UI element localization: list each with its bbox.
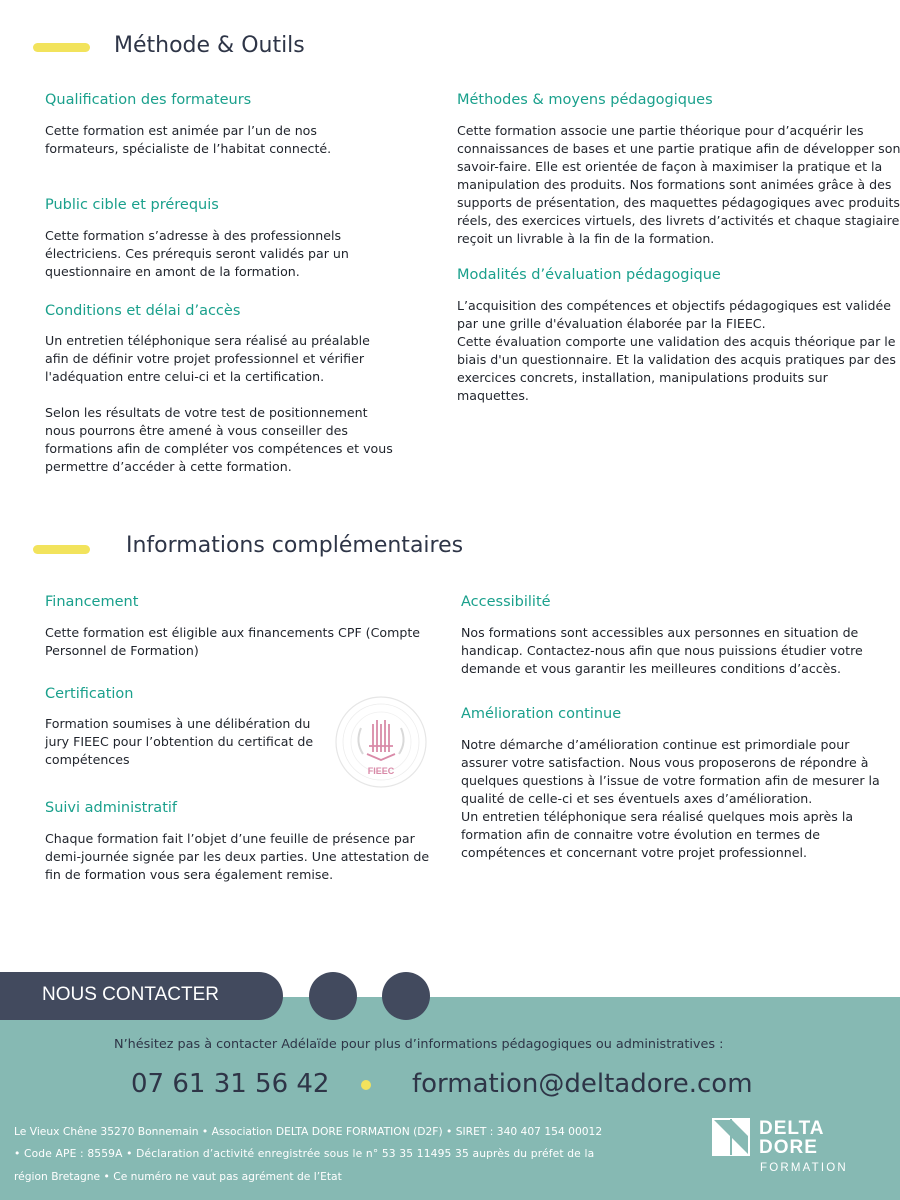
text-conditions-2: Selon les résultats de votre test de positionnement nous pourrons être amené à vous conseiller des formations afin de compléter vos compétences et vous permettre d’accéder à cette formation. bbox=[45, 405, 393, 474]
contact-button-label: NOUS CONTACTER bbox=[42, 984, 219, 1005]
heading-modalites: Modalités d’évaluation pédagogique bbox=[457, 267, 721, 283]
footer-legal-line: Le Vieux Chêne 35270 Bonnemain • Association DELTA DORE FORMATION (D2F) • SIRET : 340 407 154 00012 bbox=[14, 1125, 603, 1138]
text-financement: Cette formation est éligible aux financements CPF (Compte Personnel de Formation) bbox=[45, 625, 421, 658]
contact-email[interactable]: formation@deltadore.com bbox=[412, 1069, 753, 1099]
heading-accessibilite: Accessibilité bbox=[461, 594, 551, 610]
text-certification: Formation soumises à une délibération du jury FIEEC pour l’obtention du certificat de compétences bbox=[45, 716, 314, 767]
text-amelioration: Notre démarche d’amélioration continue est primordiale pour assurer votre satisfaction. Nous vous proposerons de répondre à quelques questions à l’issue de votre formation afin de mesurer la qualité de celle-ci et ses éventuels axes d’amélioration. Un entretien téléphonique sera réalisé quelques mois après la formation afin de connaitre votre évolution en termes de compétences et concernant votre projet professionnel. bbox=[461, 737, 880, 860]
delta-dore-logo-icon bbox=[712, 1118, 750, 1156]
heading-public: Public cible et prérequis bbox=[45, 197, 219, 213]
decorative-circle bbox=[309, 972, 357, 1020]
heading-amelioration: Amélioration continue bbox=[461, 706, 622, 722]
heading-certification: Certification bbox=[45, 686, 134, 702]
heading-conditions: Conditions et délai d’accès bbox=[45, 303, 241, 319]
logo-line-formation: FORMATION bbox=[760, 1162, 848, 1174]
badge-label: FIEEC bbox=[367, 766, 395, 776]
fieec-certification-badge bbox=[333, 694, 429, 790]
footer-legal-line: • Code APE : 8559A • Déclaration d’activité enregistrée sous le n° 53 35 11495 35 auprès du préfet de la bbox=[14, 1147, 595, 1160]
heading-methodes: Méthodes & moyens pédagogiques bbox=[457, 92, 713, 108]
logo-line-dore: DORE bbox=[759, 1137, 818, 1158]
section-accent-bar bbox=[33, 43, 90, 52]
text-accessibilite: Nos formations sont accessibles aux personnes en situation de handicap. Contactez-nous afin que nous puissions étudier votre demande et vous garantir les meilleures conditions d’accès. bbox=[461, 625, 863, 676]
bullet-separator bbox=[361, 1080, 371, 1090]
section-title-infos: Informations complémentaires bbox=[126, 533, 464, 558]
text-methodes: Cette formation associe une partie théorique pour d’acquérir les connaissances de bases et une partie pratique afin de développer son savoir-faire. Elle est orientée de façon à maximiser la pratique et la manipulation des produits. Nos formations sont animées grâce à des supports de présentation, des maquettes pédagogiques avec produits réels, des exercices virtuels, des livrets d’activités et chaque stagiaire reçoit un livrable à la fin de la formation. bbox=[457, 123, 900, 246]
text-suivi: Chaque formation fait l’objet d’une feuille de présence par demi-journée signée par les deux parties. Une attestation de fin de formation vous sera également remise. bbox=[45, 831, 430, 882]
section-title-methode: Méthode & Outils bbox=[114, 33, 305, 58]
text-modalites: L’acquisition des compétences et objectifs pédagogiques est validée par une grille d'évaluation élaborée par la FIEEC. Cette évaluation comporte une validation des acquis théorique par le biais d'un questionnaire. Et la validation des acquis pratiques par des exercices concrets, installation, manipulations produits sur maquettes. bbox=[457, 298, 896, 403]
heading-financement: Financement bbox=[45, 594, 139, 610]
text-public: Cette formation s’adresse à des professionnels électriciens. Ces prérequis seront validés par un questionnaire en amont de la formation. bbox=[45, 228, 349, 279]
contact-phone[interactable]: 07 61 31 56 42 bbox=[131, 1069, 330, 1099]
text-qualification: Cette formation est animée par l’un de nos formateurs, spécialiste de l’habitat connecté. bbox=[45, 123, 332, 156]
footer-legal-line: région Bretagne • Ce numéro ne vaut pas agrément de l’Etat bbox=[14, 1170, 342, 1183]
logo-line-delta: DELTA bbox=[759, 1118, 825, 1139]
text-conditions-1: Un entretien téléphonique sera réalisé au préalable afin de définir votre projet professionnel et vérifier l'adéquation entre celui-ci et la certification. bbox=[45, 333, 370, 384]
heading-suivi: Suivi administratif bbox=[45, 800, 178, 816]
section-accent-bar bbox=[33, 545, 90, 554]
heading-qualification: Qualification des formateurs bbox=[45, 92, 252, 108]
decorative-circle bbox=[382, 972, 430, 1020]
contact-intro: N’hésitez pas à contacter Adélaïde pour plus d’informations pédagogiques ou administratives : bbox=[114, 1037, 724, 1052]
